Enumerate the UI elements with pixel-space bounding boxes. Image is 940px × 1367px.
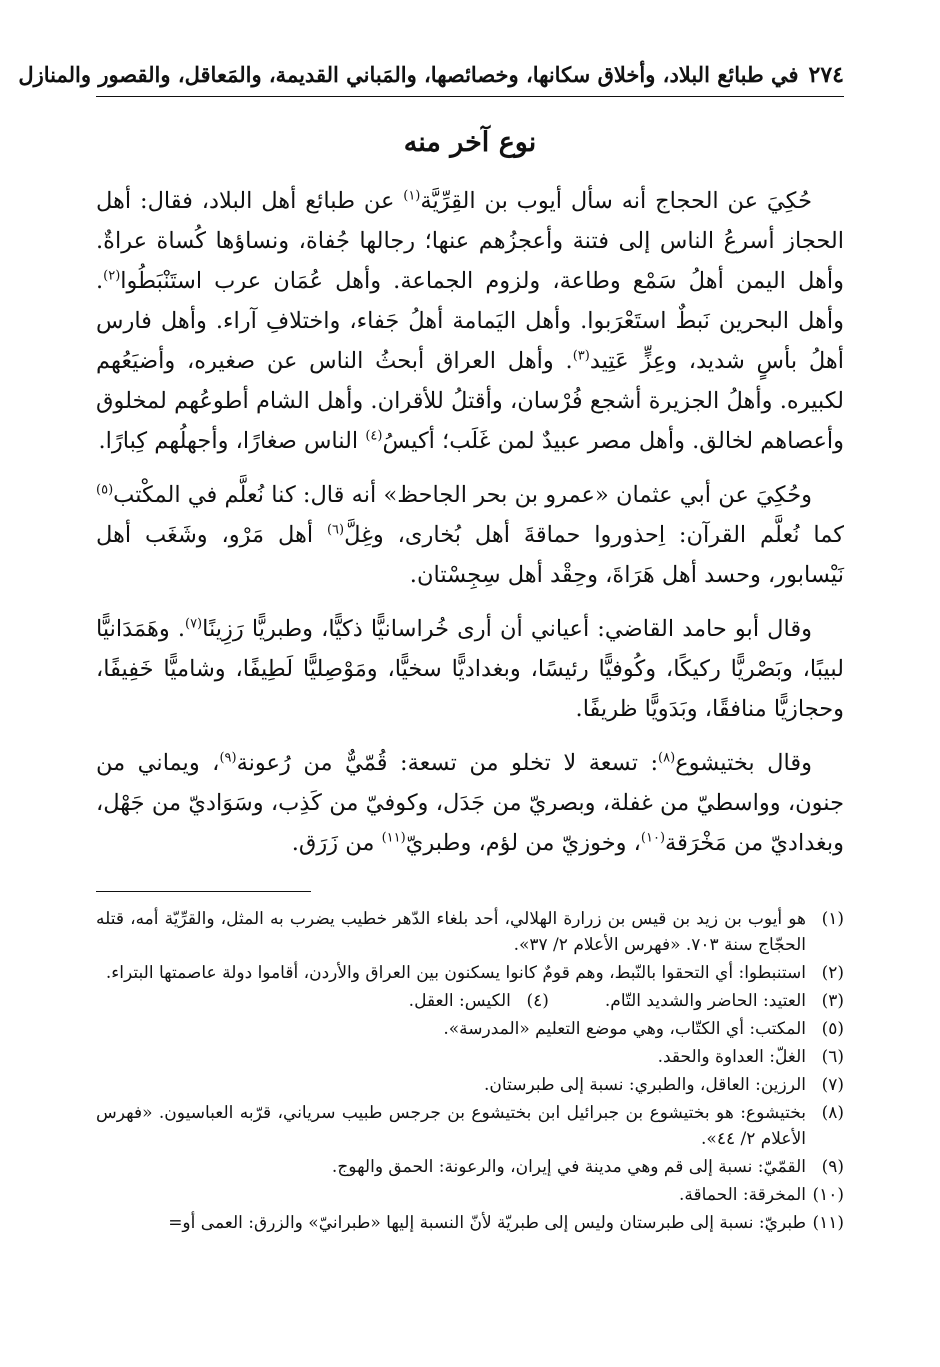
running-header	[18, 58, 844, 97]
footnote-ref-3: (٣)	[572, 348, 590, 364]
footnote-number: (٨)	[821, 1103, 844, 1123]
footnote-ref-10: (١٠)	[640, 830, 666, 846]
text-run: . وأهل البحرين نَبطٌ استَعْرَبوا. وأهل اليَمامة أهلُ جَفاء، واختلافِ آراء. وأهل فارس أهلُ بأسٍ شديد، وعِزٍّ عَتِيد	[96, 268, 844, 374]
footnote-text: الكيس: العقل.	[408, 991, 511, 1011]
footnote-number: (١١)	[812, 1213, 844, 1233]
text-run: ، ويماني من جنون، وواسطيّ من غفلة، وبصريّ من جَدَل، وكوفيّ من كَذِب، وسَوَاديّ من جَهْل، وبغداديّ من مَخْرَقة	[96, 750, 844, 856]
text-run: ، وخوزيّ من لؤم، وطبريّ	[405, 830, 641, 856]
page-number: ٢٧٤	[808, 62, 844, 88]
footnote-2	[96, 960, 844, 986]
text-run: من زَرَق.	[291, 830, 382, 856]
footnote-6	[96, 1044, 844, 1070]
text-run: عن طبائع أهل البلاد، فقال: أهل الحجاز أسرعُ الناس إلى فتنة وأعجزُهم عنها؛ رجالها جُفاة، ونساؤها كُساة عراةٌ. وأهل اليمن أهلُ سَمْع وطاعة، ولزوم الجماعة. وأهل عُمَان عرب استَنْبَطُوا	[96, 188, 844, 294]
text-run: وقال أبو حامد القاضي: أعياني أن أرى خُراسانيًّا ذكيًّا، وطبريًّا رَزِينًا	[202, 616, 813, 642]
footnote-9	[96, 1154, 844, 1180]
footnote-text: الغلّ: العداوة والحقد.	[657, 1047, 806, 1067]
footnote-text: القمّيّ: نسبة إلى قم وهي مدينة في إيران، والرعونة: الحمق والهوج.	[331, 1157, 806, 1177]
footnote-5	[96, 1016, 844, 1042]
footnote-3-4	[96, 988, 844, 1014]
footnote-number: (٥)	[821, 1019, 844, 1039]
footnote-ref-4: (٤)	[365, 428, 383, 444]
footnote-ref-5: (٥)	[96, 482, 114, 498]
footnote-ref-6: (٦)	[326, 522, 345, 538]
text-run: وحُكِيَ عن أبي عثمان «عمرو بن بحر الجاحظ» أنه قال: كنا نُعلَّم في المكْتب	[113, 482, 812, 508]
paragraph-1	[96, 181, 844, 461]
footnote-number: (٣)	[821, 991, 844, 1011]
text-run: . وهَمَدَانيًّا لبيبًا، وبَصْريًّا ركيكًا، وكُوفيًّا رئيسًا، وبغداديًّا سخيًّا، ومَوْصِليًّا لَطِيفًا، وشاميًّا خَفِيفًا، وحجازيًّا منافقًا، وبَدَويًّا ظريفًا.	[96, 616, 844, 722]
running-title: في طبائع البلاد، وأخلاق سكانها، وخصائصها، والمَباني القديمة، والمَعاقل، والقصور والمنازل	[18, 62, 799, 87]
footnote-ref-9: (٩)	[219, 750, 237, 766]
footnote-ref-7: (٧)	[184, 616, 203, 632]
footnote-ref-11: (١١)	[381, 830, 406, 846]
paragraph-3	[96, 609, 844, 729]
footnote-4	[409, 988, 549, 1014]
footnote-text: استنبطوا: أي التحقوا بالنّبط، وهم قومٌ كانوا يسكنون بين العراق والأردن، أقاموا دولة عاصمتها البتراء.	[105, 963, 806, 983]
footnote-7	[96, 1072, 844, 1098]
footnote-divider	[96, 891, 311, 892]
footnote-text: هو أيوب بن زيد بن قيس بن زرارة الهلالي، أحد بلغاء الدّهر خطيب يضرب به المثل، والقرِّيّة أمه، قتله الحجّاج سنة ٧٠٣. «فهرس الأعلام ٢/ ٣٧».	[96, 909, 806, 955]
footnote-11	[96, 1210, 844, 1236]
footnote-10	[96, 1182, 844, 1208]
footnote-number: (١٠)	[812, 1185, 844, 1205]
footnote-ref-2: (٢)	[103, 268, 121, 284]
footnote-text: بختيشوع: هو بختيشوع بن جبرائيل ابن بختيشوع بن جرجس طبيب سرياني، قرّبه العباسيون. «فهرس الأعلام ٢/ ٤٤».	[96, 1103, 806, 1149]
text-run: : تسعة لا تخلو من تسعة: قُمّيٌّ من رُعونة	[236, 750, 659, 776]
text-run: الناس صغارًا، وأجهلُهم كِبارًا.	[98, 428, 366, 454]
text-run: حُكِيَ عن الحجاج أنه سأل أيوب بن القِرِّيَّة	[420, 188, 813, 214]
footnote-ref-8: (٨)	[658, 750, 676, 766]
footnote-text: المكتب: أي الكتّاب، وهي موضع التعليم «المدرسة».	[443, 1019, 806, 1039]
paragraph-2	[96, 475, 844, 595]
footnotes	[96, 906, 844, 1236]
text-run: كما نُعلَّم القرآن: اِحذوروا حماقةَ أهل بُخارى، وغِلَّ	[344, 522, 844, 548]
paragraph-4	[96, 743, 844, 863]
section-title: نوع آخر منه	[403, 127, 537, 158]
footnote-text: المخرقة: الحماقة.	[679, 1185, 806, 1205]
footnote-text: طبريّ: نسبة إلى طبرستان وليس إلى طبريّة لأنّ النسبة إليها «طبرانيّ» والزرق: العمى أو=	[168, 1213, 806, 1233]
footnote-8	[96, 1100, 844, 1152]
footnote-number: (٢)	[821, 963, 844, 983]
text-run: أهل مَرْو، وشَغَب أهل نَيْسابور، وحسد أهل هَرَاةَ، وحِقْد أهل سِجِسْتان.	[96, 522, 844, 588]
footnote-ref-1: (١)	[403, 188, 421, 204]
text-run: وقال بختيشوع	[675, 750, 812, 776]
footnote-number: (٤)	[526, 991, 549, 1011]
footnote-number: (١)	[821, 909, 844, 929]
footnote-text: العتيد: الحاضر والشديد التّام.	[604, 991, 806, 1011]
footnote-text: الرزين: العاقل، والطبري: نسبة إلى طبرستان.	[484, 1075, 806, 1095]
footnote-number: (٦)	[821, 1047, 844, 1067]
footnote-number: (٧)	[821, 1075, 844, 1095]
footnote-3	[605, 988, 844, 1014]
footnote-number: (٩)	[821, 1157, 844, 1177]
footnote-1	[96, 906, 844, 958]
text-run: . وأهل العراق أبحثُ الناس عن صغيره، وأضيَعُهم لكبيره. وأهلُ الجزيرة أشجع فُرْسان، وأقتلُ للأقران. وأهل الشام أطوعُهم لمخلوق وأعصاهم لخالق. وأهل مصر عبيدٌ لمن غَلَب؛ أكيسُ	[96, 348, 844, 454]
